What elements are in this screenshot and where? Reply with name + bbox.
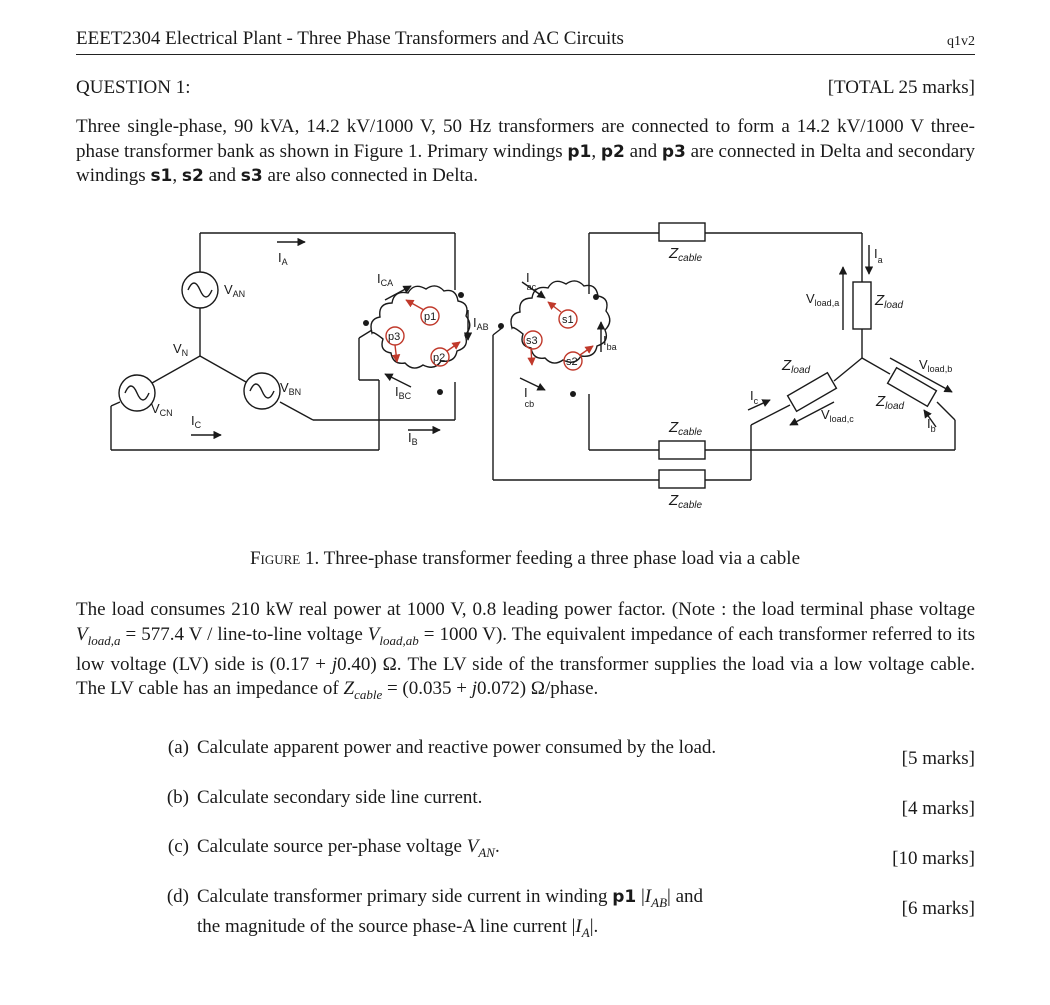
label-p1: p1	[424, 311, 437, 323]
label-ia-load: $I_a$	[874, 246, 883, 265]
label-ica: $I_{CA}$	[377, 271, 394, 288]
header-title: EEET2304 Electrical Plant - Three Phase Transformers and AC Circuits	[76, 28, 624, 49]
label-vn: $V_N$	[173, 341, 189, 358]
secondary-windings	[511, 281, 610, 363]
label-s3: s3	[526, 335, 538, 347]
label-ic-source: $I_C$	[191, 413, 202, 430]
label-vload-a: $V_{load,a}$	[806, 291, 840, 308]
source-a	[182, 272, 218, 308]
label-icb: I cb	[524, 385, 535, 409]
winding-p2: p2	[600, 141, 625, 162]
label-s1: s1	[562, 314, 574, 326]
marks-b: [4 marks]	[901, 798, 975, 819]
label-zcable-bottom: $Z_{cable}$	[669, 492, 703, 511]
label-ic-load: $I_c$	[750, 388, 759, 406]
label-vcn: $V_{CN}$	[151, 401, 173, 418]
primary-windings	[371, 286, 470, 368]
label-ibc: $I_{BC}$	[395, 384, 412, 401]
winding-s1: s1	[150, 166, 173, 186]
load-impedance-a	[853, 282, 871, 329]
label-iac: I ac	[526, 270, 537, 292]
label-iba: $I_{ba}$	[603, 333, 617, 352]
label-zload-c: $Z_{load}$	[782, 357, 811, 376]
load-impedance-c	[788, 373, 837, 412]
marks-c: [10 marks]	[892, 848, 975, 869]
label-zload-b: $Z_{load}$	[876, 393, 905, 412]
label-vbn: $V_{BN}$	[280, 380, 302, 397]
label-ib-load: $I_b$	[927, 416, 936, 434]
label-p2: p2	[433, 352, 446, 364]
question-total-marks: [TOTAL 25 marks]	[827, 77, 975, 98]
figure-caption: Figure 1. Three-phase transformer feeding a three phase load via a cable	[249, 548, 801, 569]
label-iab: $I_{AB}$	[473, 315, 489, 332]
winding-s2: s2	[181, 166, 204, 186]
winding-s3: s3	[240, 166, 263, 186]
marks-d: [6 marks]	[901, 898, 975, 919]
label-zcable-top: $Z_{cable}$	[669, 245, 703, 264]
label-ia-source: $I_A$	[278, 250, 288, 267]
intro-paragraph: Three single-phase, 90 kVA, 14.2 kV/1000 V, 50 Hz transformers are connected to form a 14.2 kV/1000 V three-phase transformer bank as shown in Figure 1. Primary windings p1, p2 and p3 are connected in Delta and secondary windings s1, s2 and s3 are also connected in Delta.	[76, 116, 975, 186]
label-s2: s2	[566, 356, 578, 368]
label-zload-a: $Z_{load}$	[875, 292, 904, 311]
secondary-wiring	[493, 233, 955, 480]
source-b	[244, 373, 280, 409]
label-vload-c: $V_{load,c}$	[821, 407, 854, 424]
winding-p3: p3	[661, 141, 686, 162]
winding-p1: p1	[567, 141, 592, 162]
question-label: QUESTION 1:	[76, 77, 191, 98]
cable-impedance-middle	[659, 441, 705, 459]
label-p3: p3	[388, 331, 401, 343]
load-description-paragraph: The load consumes 210 kW real power at 1000 V, 0.8 leading power factor. (Note : the load terminal phase voltage $V_{load,a} = 577.4$ V / line-to-line voltage $V_{load,ab} = 1000$ V). The equivalent impedance of each transformer referred to its low voltage (LV) side is (0.17 + j0.40) Ω. The LV side of the transformer supplies the load via a low voltage cable. The LV cable has an impedance of $Z_{cable} = (0.035 + j0.072)$ Ω/phase.	[76, 599, 975, 703]
label-ib-source: $I_B$	[408, 430, 418, 447]
marks-a: [5 marks]	[901, 748, 975, 769]
cable-impedance-top	[659, 223, 705, 241]
label-zcable-middle: $Z_{cable}$	[669, 419, 703, 438]
cable-impedance-bottom	[659, 470, 705, 488]
source-c	[119, 375, 155, 411]
label-van: $V_{AN}$	[224, 282, 246, 299]
label-vload-b: $V_{load,b}$	[919, 357, 953, 374]
header-version: q1v2	[947, 34, 975, 49]
